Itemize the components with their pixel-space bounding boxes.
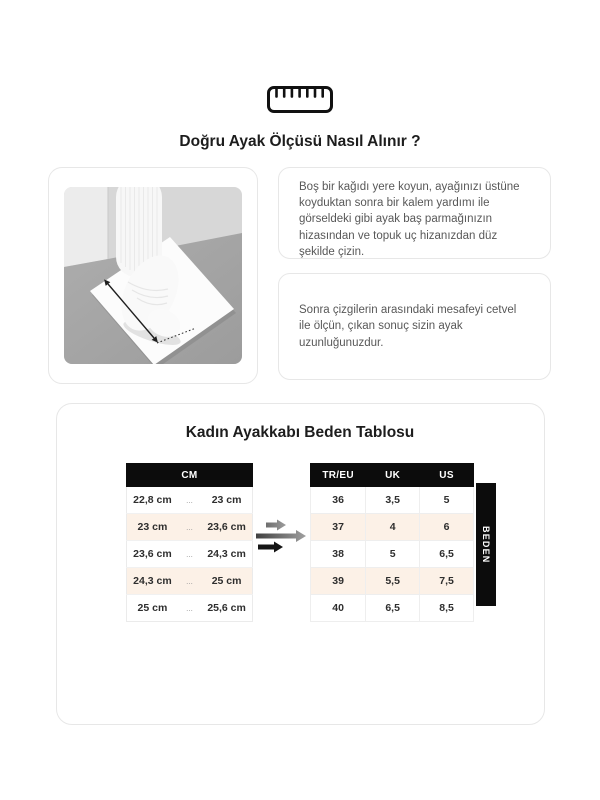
size-table-header-row — [311, 464, 474, 487]
foot-photo-card — [48, 167, 258, 384]
cm-from: 24,3 cm — [127, 568, 178, 595]
col-us: US — [420, 464, 474, 487]
cm-table — [126, 463, 253, 622]
size-uk: 5,5 — [366, 568, 420, 595]
size-table-wrap — [310, 463, 491, 622]
table-row — [311, 568, 474, 595]
instruction-step-2 — [278, 273, 551, 380]
instruction-step-1-text: Boş bir kağıdı yere koyun, ayağınızı üstüne koyduktan sonra bir kalem yardımı ile görseldeki gibi ayak baş parmağınızın hizasından ve topuk uç hizanızdan düz şekilde çizin. — [299, 181, 520, 258]
cm-to: 25,6 cm — [201, 595, 252, 622]
size-uk: 6,5 — [366, 595, 420, 622]
range-separator: ... — [178, 568, 201, 595]
instruction-step-1 — [278, 167, 551, 259]
cm-to: 25 cm — [201, 568, 252, 595]
range-separator: ... — [178, 487, 201, 514]
size-uk: 3,5 — [366, 487, 420, 514]
size-tr-eu: 39 — [311, 568, 366, 595]
beden-side-label: BEDEN — [476, 483, 496, 606]
size-tr-eu: 38 — [311, 541, 366, 568]
transfer-arrows-icon — [253, 463, 310, 557]
size-uk: 5 — [366, 541, 420, 568]
table-row — [311, 541, 474, 568]
size-chart-title: Kadın Ayakkabı Beden Tablosu — [185, 424, 415, 441]
table-row — [127, 514, 253, 541]
size-tr-eu: 36 — [311, 487, 366, 514]
foot-measurement-photo — [64, 187, 242, 364]
page-title: Doğru Ayak Ölçüsü Nasıl Alınır ? — [179, 133, 421, 150]
table-row — [127, 487, 253, 514]
size-tr-eu: 40 — [311, 595, 366, 622]
cm-from: 23,6 cm — [127, 541, 178, 568]
size-us: 8,5 — [420, 595, 474, 622]
table-row — [127, 541, 253, 568]
ruler-icon — [267, 86, 333, 113]
size-us: 6 — [420, 514, 474, 541]
cm-to: 23 cm — [201, 487, 252, 514]
cm-from: 25 cm — [127, 595, 178, 622]
cm-from: 23 cm — [127, 514, 178, 541]
measure-instructions-section — [48, 167, 551, 384]
table-row — [127, 595, 253, 622]
size-chart-section — [56, 403, 545, 725]
table-row — [311, 514, 474, 541]
size-table — [310, 463, 474, 622]
cm-from: 22,8 cm — [127, 487, 178, 514]
range-separator: ... — [178, 595, 201, 622]
cm-table-header: CM — [127, 464, 253, 487]
size-us: 7,5 — [420, 568, 474, 595]
col-uk: UK — [366, 464, 420, 487]
cm-to: 24,3 cm — [201, 541, 252, 568]
range-separator: ... — [178, 541, 201, 568]
range-separator: ... — [178, 514, 201, 541]
size-chart-tables — [57, 463, 544, 622]
page-header — [0, 0, 600, 151]
col-tr-eu: TR/EU — [311, 464, 366, 487]
size-us: 5 — [420, 487, 474, 514]
size-us: 6,5 — [420, 541, 474, 568]
cm-to: 23,6 cm — [201, 514, 252, 541]
table-row — [127, 568, 253, 595]
instruction-step-2-text: Sonra çizgilerin arasındaki mesafeyi cetvel ile ölçün, çıkan sonuç sizin ayak uzunluğunuzdur. — [299, 304, 517, 349]
table-row — [311, 595, 474, 622]
instruction-cards — [278, 167, 551, 384]
table-row — [311, 487, 474, 514]
size-uk: 4 — [366, 514, 420, 541]
size-tr-eu: 37 — [311, 514, 366, 541]
